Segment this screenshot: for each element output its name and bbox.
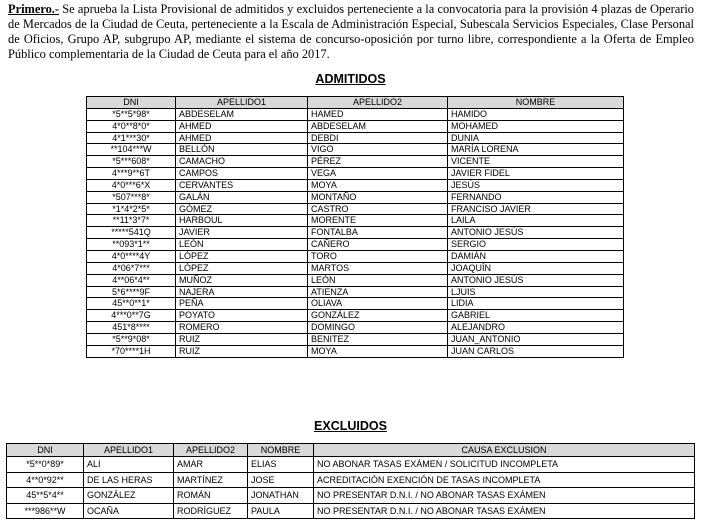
intro-text: Se aprueba la Lista Provisional de admitidos y excluidos perteneciente a la convocatoria para la provisión 4 plazas de Operario de Mercados de la Ciudad de Ceuta, perteneciente a la Escala de Administración Especial, Subescala Servicios Especiales, Clase Personal de Oficios, Grupo AP, subgrupo AP, mediante el sistema de concurso-oposición por turno libre, correspondiente a la Oferta de Empleo Público complementaria de la Ciudad de Ceuta para el año 2017.	[8, 2, 694, 62]
table-cell: *70****1H	[87, 345, 176, 357]
table-cell: GONZÁLEZ	[308, 310, 448, 322]
table-cell: LJUIS	[448, 286, 624, 298]
excluidos-header-cell: APELLIDO1	[84, 444, 174, 457]
table-cell: NO ABONAR TASAS EXÁMEN / SOLICITUD INCOMPLETA	[314, 457, 695, 473]
table-cell: LÓPEZ	[176, 250, 308, 262]
table-row	[87, 156, 624, 168]
table-cell: 4**06*4**	[87, 274, 176, 286]
table-row	[87, 310, 624, 322]
excluidos-header-cell: CAUSA EXCLUSION	[314, 444, 695, 457]
table-cell: MUÑOZ	[176, 274, 308, 286]
table-cell: ALI	[84, 457, 174, 473]
table-cell: HARBOUL	[176, 215, 308, 227]
table-cell: PÉREZ	[308, 156, 448, 168]
table-cell: LIDIA	[448, 298, 624, 310]
table-cell: GÓMEZ	[176, 203, 308, 215]
table-cell: MARÍA LORENA	[448, 144, 624, 156]
table-row	[87, 322, 624, 334]
table-cell: AHMED	[176, 132, 308, 144]
table-cell: DAMIÁN	[448, 250, 624, 262]
table-cell: LÓPEZ	[176, 262, 308, 274]
table-cell: NAJERA	[176, 286, 308, 298]
table-cell: DEBDI	[308, 132, 448, 144]
table-cell: LEÓN	[308, 274, 448, 286]
table-cell: MOYA	[308, 345, 448, 357]
table-cell: MARTOS	[308, 262, 448, 274]
table-cell: MONTAÑO	[308, 191, 448, 203]
table-cell: ELIAS	[248, 457, 314, 473]
table-cell: 4**0*92**	[7, 472, 84, 488]
table-cell: 4*0**8*0*	[87, 120, 176, 132]
table-cell: 45**0**1*	[87, 298, 176, 310]
table-cell: GALÁN	[176, 191, 308, 203]
table-cell: FERNANDO	[448, 191, 624, 203]
admitidos-header-row	[87, 97, 624, 109]
table-cell: 4*1***30*	[87, 132, 176, 144]
table-cell: *1*4*2*5*	[87, 203, 176, 215]
table-cell: CAÑERO	[308, 239, 448, 251]
table-cell: MOHAMED	[448, 120, 624, 132]
table-cell: GONZÁLEZ	[84, 488, 174, 504]
table-row	[87, 191, 624, 203]
table-cell: BELLÓN	[176, 144, 308, 156]
table-cell: ATIENZA	[308, 286, 448, 298]
table-row	[87, 298, 624, 310]
table-cell: JUAN CARLOS	[448, 345, 624, 357]
table-row	[87, 250, 624, 262]
table-cell: 4***0**7G	[87, 310, 176, 322]
table-cell: DE LAS HERAS	[84, 472, 174, 488]
table-cell: JUAN_ANTONIO	[448, 333, 624, 345]
table-cell: RUIZ	[176, 333, 308, 345]
table-cell: **093*1**	[87, 239, 176, 251]
table-cell: 45**5*4**	[7, 488, 84, 504]
table-cell: ABDESELAM	[308, 120, 448, 132]
table-cell: AMAR	[174, 457, 248, 473]
table-row	[87, 203, 624, 215]
table-cell: ROMERO	[176, 322, 308, 334]
table-cell: HAMIDO	[448, 108, 624, 120]
table-row	[7, 488, 695, 504]
intro-paragraph	[8, 2, 694, 62]
table-cell: LAILA	[448, 215, 624, 227]
table-cell: ABDESELAM	[176, 108, 308, 120]
admitidos-title: ADMITIDOS	[315, 72, 386, 86]
table-cell: *****541Q	[87, 227, 176, 239]
admitidos-header-cell: APELLIDO2	[308, 97, 448, 109]
table-cell: OCAÑA	[84, 503, 174, 519]
admitidos-table	[86, 96, 624, 358]
table-cell: OLIAVA	[308, 298, 448, 310]
table-cell: *5**0*89*	[7, 457, 84, 473]
table-cell: LEÓN	[176, 239, 308, 251]
table-cell: ***986**W	[7, 503, 84, 519]
table-cell: 4*0****4Y	[87, 250, 176, 262]
table-cell: ACREDITACIÓN EXENCIÓN DE TASAS INCOMPLETA	[314, 472, 695, 488]
table-cell: *5**5*98*	[87, 108, 176, 120]
table-cell: **104***W	[87, 144, 176, 156]
table-row	[87, 215, 624, 227]
table-cell: 5*6****9F	[87, 286, 176, 298]
table-cell: JAVIER	[176, 227, 308, 239]
admitidos-header-cell: NOMBRE	[448, 97, 624, 109]
table-cell: FRANCISO JAVIER	[448, 203, 624, 215]
table-cell: VEGA	[308, 168, 448, 180]
table-cell: BENITEZ	[308, 333, 448, 345]
table-row	[87, 262, 624, 274]
table-cell: JOSE	[248, 472, 314, 488]
excluidos-header-cell: NOMBRE	[248, 444, 314, 457]
table-cell: MORENTE	[308, 215, 448, 227]
table-cell: NO PRESENTAR D.N.I. / NO ABONAR TASAS EXÁMEN	[314, 488, 695, 504]
table-cell: *507***8*	[87, 191, 176, 203]
table-row	[7, 457, 695, 473]
table-row	[87, 345, 624, 357]
table-cell: *5**9*08*	[87, 333, 176, 345]
excluidos-header-cell: DNI	[7, 444, 84, 457]
table-cell: HAMED	[308, 108, 448, 120]
table-cell: AHMED	[176, 120, 308, 132]
table-cell: CASTRO	[308, 203, 448, 215]
table-cell: GABRIEL	[448, 310, 624, 322]
table-cell: POYATO	[176, 310, 308, 322]
admitidos-header-cell: APELLIDO1	[176, 97, 308, 109]
table-row	[87, 227, 624, 239]
table-cell: JOAQUÍN	[448, 262, 624, 274]
excluidos-header-row	[7, 444, 695, 457]
table-cell: PAULA	[248, 503, 314, 519]
table-cell: CAMACHO	[176, 156, 308, 168]
table-cell: VICENTE	[448, 156, 624, 168]
table-cell: 4*0***6*X	[87, 179, 176, 191]
table-cell: ANTONIO JESÚS	[448, 274, 624, 286]
table-row	[87, 168, 624, 180]
table-row	[87, 286, 624, 298]
table-cell: 451*8****	[87, 322, 176, 334]
table-cell: RODRÍGUEZ	[174, 503, 248, 519]
table-row	[87, 144, 624, 156]
table-cell: TORO	[308, 250, 448, 262]
table-cell: 4***9**6T	[87, 168, 176, 180]
table-cell: ANTONIO JESÚS	[448, 227, 624, 239]
table-cell: RUIZ	[176, 345, 308, 357]
table-cell: CERVANTES	[176, 179, 308, 191]
table-row	[87, 333, 624, 345]
table-cell: ROMÁN	[174, 488, 248, 504]
table-cell: JONATHAN	[248, 488, 314, 504]
table-row	[7, 472, 695, 488]
table-cell: DOMINGO	[308, 322, 448, 334]
table-row	[87, 239, 624, 251]
table-cell: CAMPOS	[176, 168, 308, 180]
table-cell: JESÚS	[448, 179, 624, 191]
table-cell: MARTÍNEZ	[174, 472, 248, 488]
table-cell: NO PRESENTAR D.N.I. / NO ABONAR TASAS EXÁMEN	[314, 503, 695, 519]
excluidos-header-cell: APELLIDO2	[174, 444, 248, 457]
table-row	[87, 274, 624, 286]
table-row	[87, 108, 624, 120]
table-cell: FONTALBA	[308, 227, 448, 239]
table-cell: VIGO	[308, 144, 448, 156]
excluidos-title: EXCLUIDOS	[314, 419, 387, 433]
table-cell: **11*3*7*	[87, 215, 176, 227]
table-cell: SERGIO	[448, 239, 624, 251]
table-cell: MOYA	[308, 179, 448, 191]
table-cell: PEÑA	[176, 298, 308, 310]
table-row	[87, 179, 624, 191]
table-cell: DUNIA	[448, 132, 624, 144]
table-row	[7, 503, 695, 519]
admitidos-header-cell: DNI	[87, 97, 176, 109]
intro-lead: Primero.-	[8, 2, 60, 16]
table-row	[87, 120, 624, 132]
excluidos-table	[6, 443, 695, 519]
table-cell: JAVIER FIDEL	[448, 168, 624, 180]
table-cell: ALEJANDRO	[448, 322, 624, 334]
table-cell: *5***608*	[87, 156, 176, 168]
table-row	[87, 132, 624, 144]
table-cell: 4*06*7***	[87, 262, 176, 274]
